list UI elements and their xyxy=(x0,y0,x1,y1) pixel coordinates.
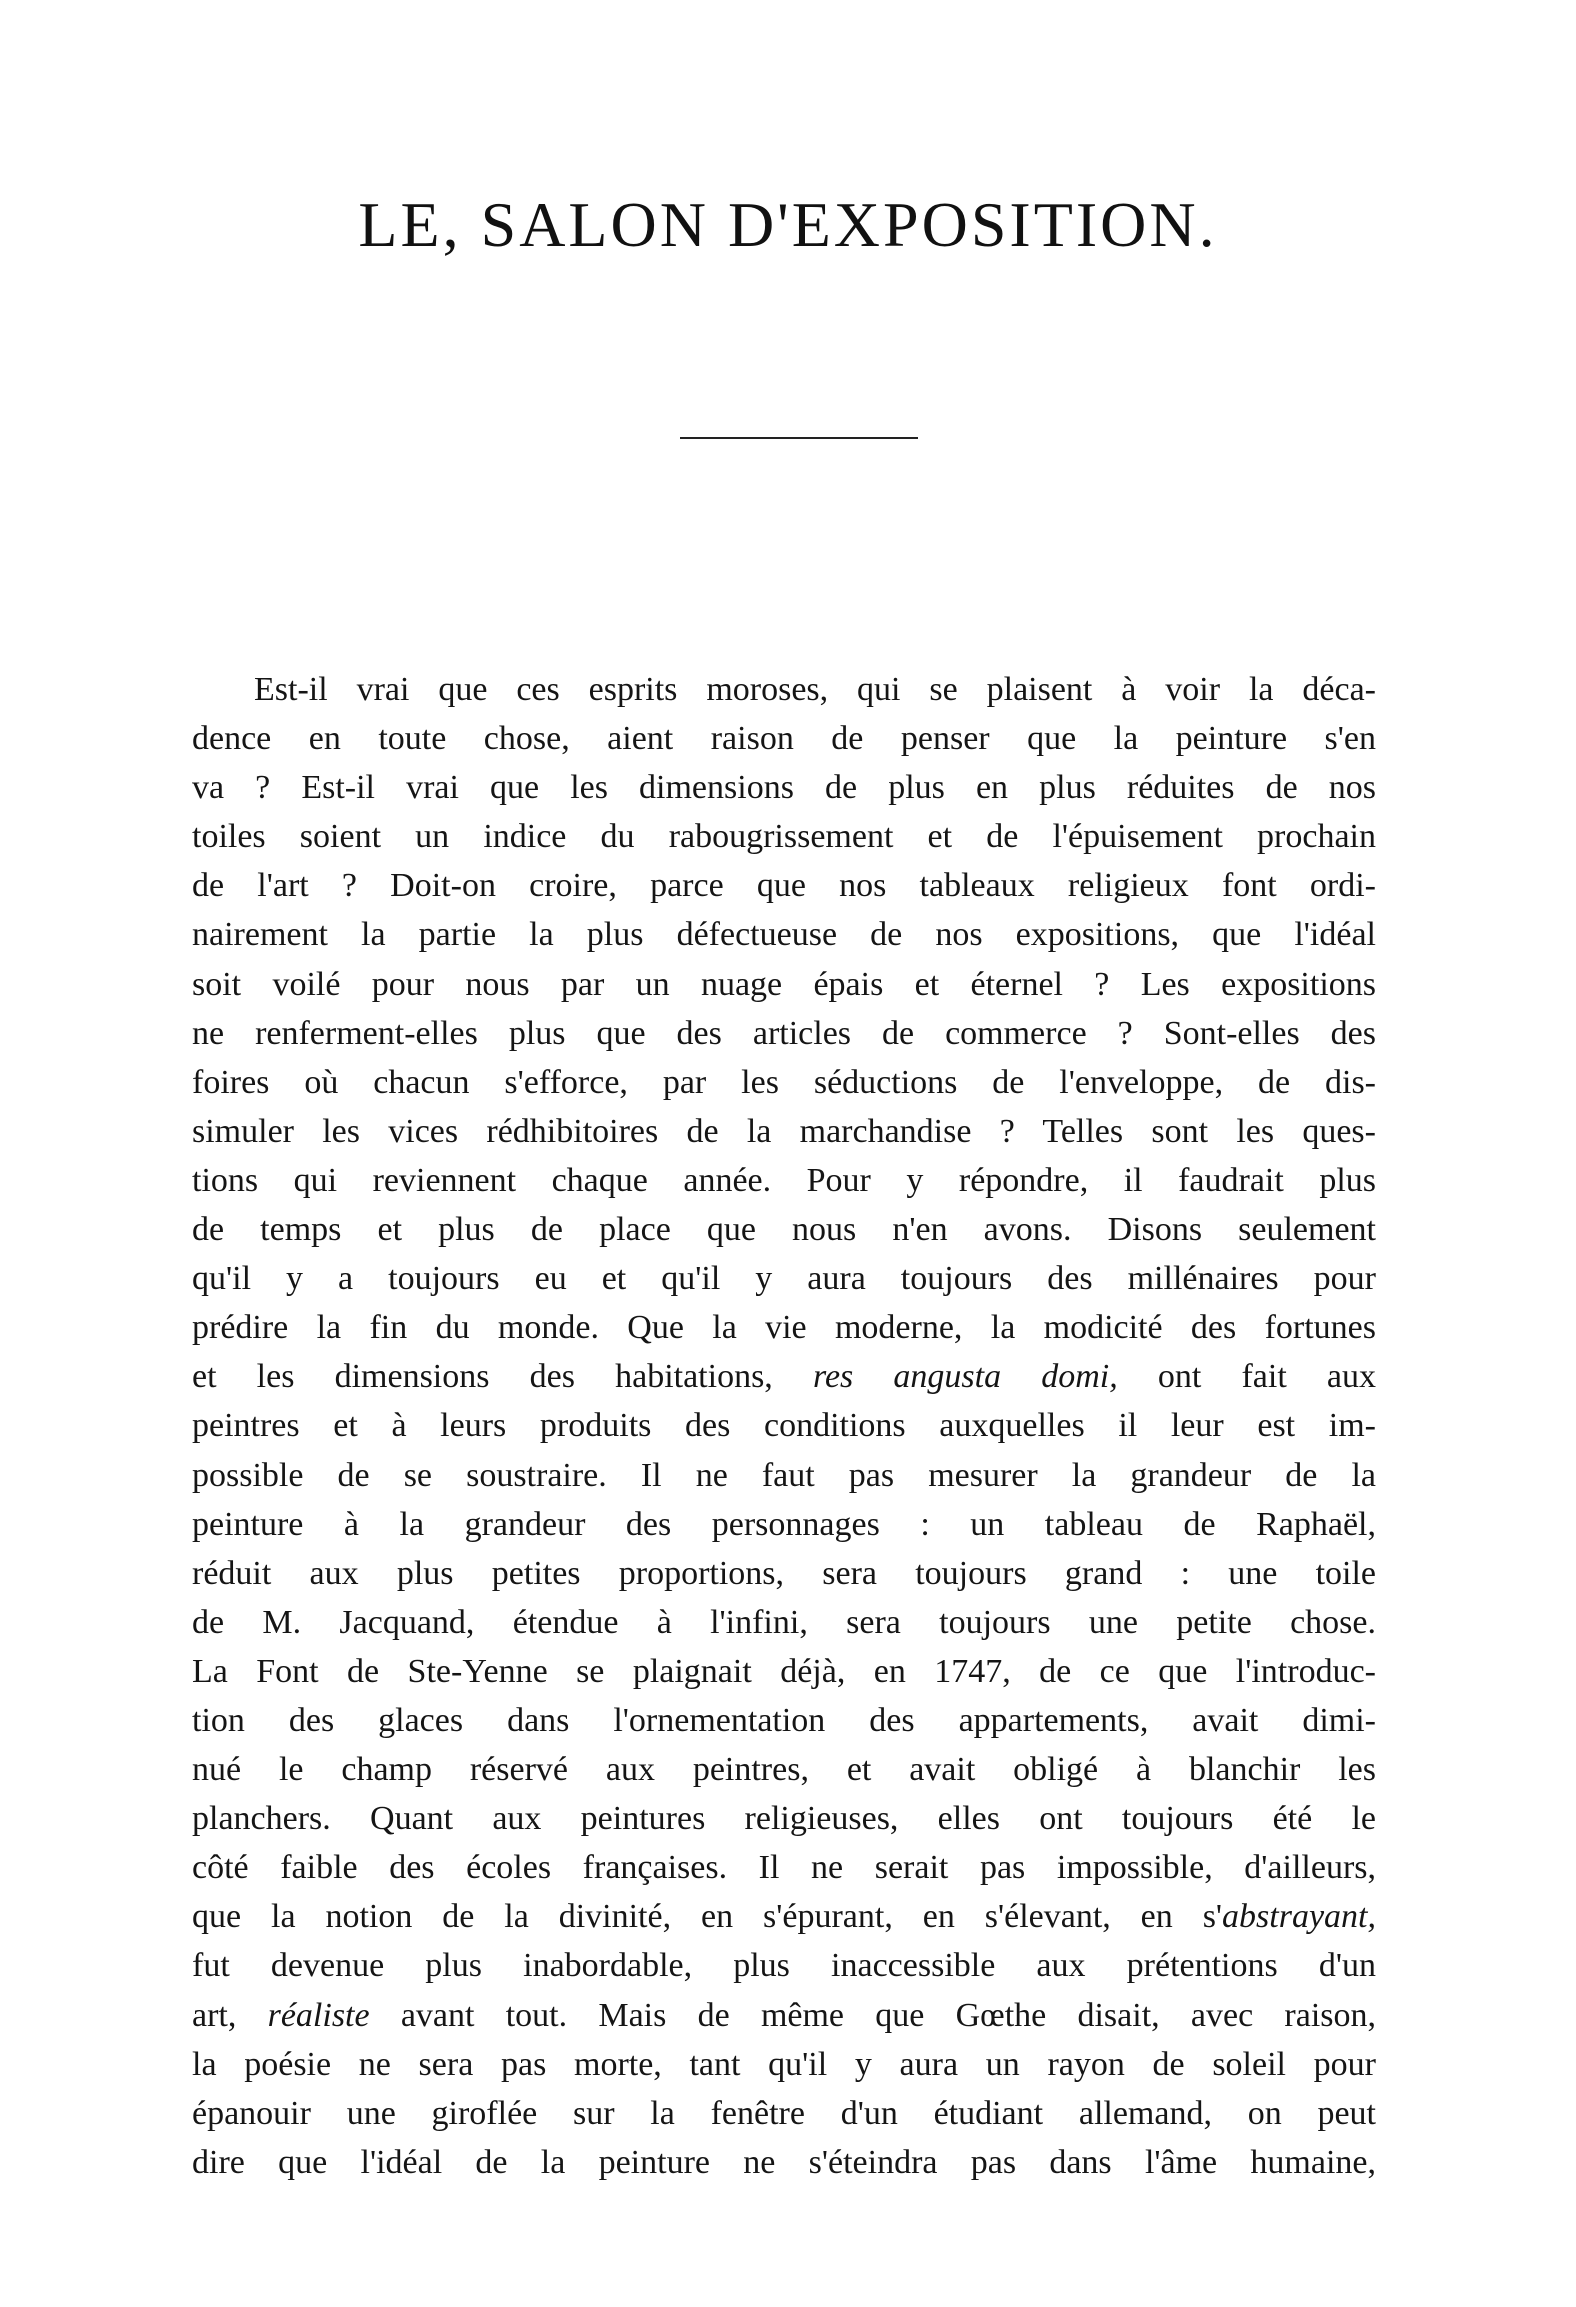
text-line: la poésie ne sera pas morte, tant qu'il y aura un rayon de soleil pour xyxy=(192,2045,1376,2083)
text-line: tion des glaces dans l'ornementation des appartements, avait dimi- xyxy=(192,1701,1376,1739)
body-text xyxy=(192,665,1376,2187)
text-line xyxy=(192,1352,1376,1401)
text-fragment: et les dimensions des habitations, xyxy=(192,1358,773,1396)
italic-phrase: abstrayant, xyxy=(1222,1898,1376,1936)
text-line: nué le champ réservé aux peintres, et avait obligé à blanchir les xyxy=(192,1751,1376,1789)
italic-phrase: res angusta domi, xyxy=(812,1358,1118,1396)
text-line: va ? Est-il vrai que les dimensions de plus en plus réduites de nos xyxy=(192,769,1376,807)
text-line: soit voilé pour nous par un nuage épais et éternel ? Les expositions xyxy=(192,965,1376,1003)
page-title: LE, SALON D'EXPOSITION. xyxy=(358,189,1218,260)
text-line: nairement la partie la plus défectueuse de nos expositions, que l'idéal xyxy=(192,916,1376,954)
text-line: qu'il y a toujours eu et qu'il y aura toujours des millénaires pour xyxy=(192,1260,1376,1298)
text-line: Est-il vrai que ces esprits moroses, qui se plaisent à voir la déca- xyxy=(254,671,1376,708)
text-line: dire que l'idéal de la peinture ne s'éteindra pas dans l'âme humaine, xyxy=(192,2143,1376,2181)
text-line: dence en toute chose, aient raison de penser que la peinture s'en xyxy=(192,720,1376,758)
text-line: toiles soient un indice du rabougrissement et de l'épuisement prochain xyxy=(192,818,1376,856)
text-line: tions qui reviennent chaque année. Pour y répondre, il faudrait plus xyxy=(192,1161,1376,1199)
text-line xyxy=(192,1892,1376,1941)
text-line: de temps et plus de place que nous n'en avons. Disons seulement xyxy=(192,1211,1376,1249)
text-line: peintres et à leurs produits des conditions auxquelles il leur est im- xyxy=(192,1407,1376,1445)
text-line: côté faible des écoles françaises. Il ne serait pas impossible, d'ailleurs, xyxy=(192,1849,1376,1887)
text-line: épanouir une giroflée sur la fenêtre d'un étudiant allemand, on peut xyxy=(192,2094,1376,2132)
text-line: La Font de Ste-Yenne se plaignait déjà, en 1747, de ce que l'introduc- xyxy=(192,1652,1376,1690)
text-line: planchers. Quant aux peintures religieuses, elles ont toujours été le xyxy=(192,1800,1376,1838)
text-line: possible de se soustraire. Il ne faut pas mesurer la grandeur de la xyxy=(192,1456,1376,1494)
text-fragment: avant tout. Mais de même que Gœthe disait, avec raison, xyxy=(400,1996,1377,2034)
text-line: réduit aux plus petites proportions, sera toujours grand : une toile xyxy=(192,1554,1376,1592)
text-fragment: ont fait aux xyxy=(1157,1358,1377,1396)
text-line: peinture à la grandeur des personnages : un tableau de Raphaël, xyxy=(192,1505,1376,1543)
italic-phrase: réaliste xyxy=(267,1996,370,2034)
title-divider xyxy=(680,437,918,439)
text-line: de l'art ? Doit-on croire, parce que nos tableaux religieux font ordi- xyxy=(192,867,1376,905)
text-line xyxy=(192,1991,1376,2040)
text-line: fut devenue plus inabordable, plus inaccessible aux prétentions d'un xyxy=(192,1947,1376,1985)
text-line: ne renferment-elles plus que des articles de commerce ? Sont-elles des xyxy=(192,1014,1376,1052)
text-fragment: que la notion de la divinité, en s'épurant, en s'élevant, en s' xyxy=(192,1898,1223,1936)
text-fragment: art, xyxy=(192,1996,237,2034)
text-line: prédire la fin du monde. Que la vie moderne, la modicité des fortunes xyxy=(192,1309,1376,1347)
text-line: de M. Jacquand, étendue à l'infini, sera toujours une petite chose. xyxy=(192,1603,1376,1641)
text-line: simuler les vices rédhibitoires de la marchandise ? Telles sont les ques- xyxy=(192,1112,1376,1150)
text-line: foires où chacun s'efforce, par les séductions de l'enveloppe, de dis- xyxy=(192,1063,1376,1101)
